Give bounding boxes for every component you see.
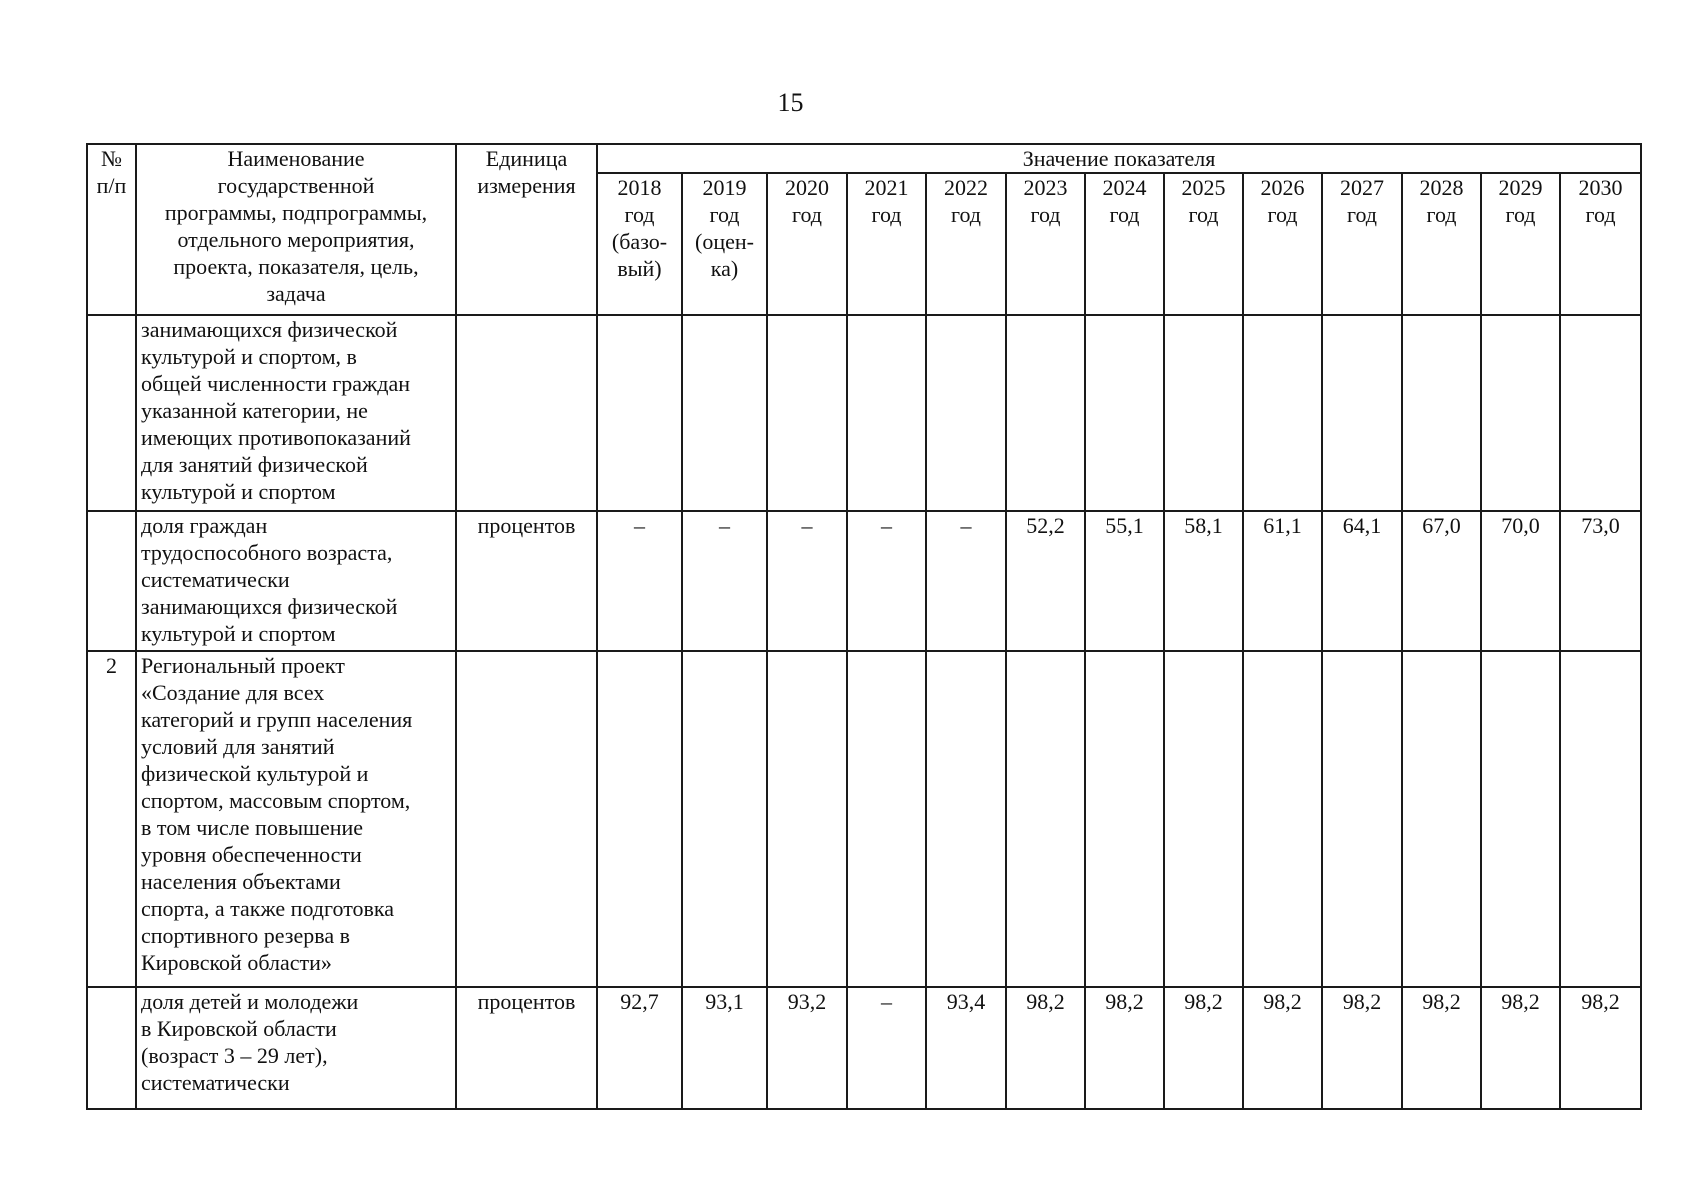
indicator-name: доля детей и молодежи в Кировской области (возраст 3 – 29 лет), систематически	[136, 987, 456, 1109]
year-header: 2026 год	[1243, 173, 1322, 315]
value-cell	[1164, 651, 1243, 987]
value-cell: 64,1	[1322, 511, 1402, 651]
year-header: 2024 год	[1085, 173, 1164, 315]
value-cell: 98,2	[1481, 987, 1560, 1109]
table-row	[87, 651, 1641, 987]
value-cell: 98,2	[1006, 987, 1085, 1109]
row-number: 2	[87, 651, 136, 987]
row-number	[87, 987, 136, 1109]
value-cell	[847, 651, 926, 987]
unit-cell	[456, 651, 597, 987]
value-cell	[1402, 651, 1481, 987]
unit-cell: процентов	[456, 987, 597, 1109]
unit-cell: процентов	[456, 511, 597, 651]
value-cell: 92,7	[597, 987, 682, 1109]
value-cell	[682, 315, 767, 511]
value-cell: 52,2	[1006, 511, 1085, 651]
row-number	[87, 315, 136, 511]
value-cell	[1243, 651, 1322, 987]
table-row	[87, 987, 1641, 1109]
value-cell	[1560, 651, 1641, 987]
value-cell: 70,0	[1481, 511, 1560, 651]
year-header: 2027 год	[1322, 173, 1402, 315]
header-row-top	[87, 144, 1641, 173]
value-cell	[926, 651, 1006, 987]
value-cell: 98,2	[1402, 987, 1481, 1109]
value-cell: –	[847, 511, 926, 651]
value-cell: 93,1	[682, 987, 767, 1109]
table-row	[87, 511, 1641, 651]
year-header: 2018 год (базо- вый)	[597, 173, 682, 315]
name-header: Наименование государственной программы, подпрограммы, отдельного мероприятия, проекта, показателя, цель, задача	[136, 144, 456, 315]
year-header: 2030 год	[1560, 173, 1641, 315]
year-header: 2020 год	[767, 173, 847, 315]
values-header: Значение показателя	[597, 144, 1641, 173]
value-cell: –	[926, 511, 1006, 651]
year-header: 2019 год (оцен- ка)	[682, 173, 767, 315]
year-header: 2028 год	[1402, 173, 1481, 315]
value-cell	[767, 651, 847, 987]
table-body	[87, 315, 1641, 1109]
value-cell	[1164, 315, 1243, 511]
value-cell: 61,1	[1243, 511, 1322, 651]
value-cell: 93,2	[767, 987, 847, 1109]
page-number: 15	[777, 88, 804, 117]
unit-header: Единица измерения	[456, 144, 597, 315]
value-cell	[1322, 315, 1402, 511]
value-cell	[597, 651, 682, 987]
value-cell: 98,2	[1243, 987, 1322, 1109]
value-cell: –	[767, 511, 847, 651]
value-cell	[1085, 651, 1164, 987]
value-cell: 73,0	[1560, 511, 1641, 651]
value-cell: 98,2	[1164, 987, 1243, 1109]
value-cell	[847, 315, 926, 511]
value-cell	[1402, 315, 1481, 511]
num-header: № п/п	[87, 144, 136, 315]
value-cell: 98,2	[1322, 987, 1402, 1109]
value-cell	[1481, 651, 1560, 987]
table-row	[87, 315, 1641, 511]
year-header: 2029 год	[1481, 173, 1560, 315]
value-cell: –	[847, 987, 926, 1109]
value-cell: 55,1	[1085, 511, 1164, 651]
value-cell	[1006, 315, 1085, 511]
value-cell	[1006, 651, 1085, 987]
indicators-table	[86, 143, 1642, 1110]
value-cell	[1322, 651, 1402, 987]
indicator-name: Региональный проект «Создание для всех категорий и групп населения условий для занятий физической культурой и спортом, массовым спортом, в том числе повышение уровня обеспеченности населения объектами спорта, а также подготовка спортивного резерва в Кировской области»	[136, 651, 456, 987]
value-cell: 58,1	[1164, 511, 1243, 651]
row-number	[87, 511, 136, 651]
value-cell: 67,0	[1402, 511, 1481, 651]
value-cell: –	[682, 511, 767, 651]
value-cell: 98,2	[1085, 987, 1164, 1109]
value-cell	[1243, 315, 1322, 511]
value-cell	[597, 315, 682, 511]
year-header: 2022 год	[926, 173, 1006, 315]
value-cell: 93,4	[926, 987, 1006, 1109]
indicator-name: занимающихся физической культурой и спортом, в общей численности граждан указанной категории, не имеющих противопоказаний для занятий физической культурой и спортом	[136, 315, 456, 511]
year-header: 2025 год	[1164, 173, 1243, 315]
value-cell	[1560, 315, 1641, 511]
year-header: 2023 год	[1006, 173, 1085, 315]
value-cell	[767, 315, 847, 511]
value-cell	[1085, 315, 1164, 511]
value-cell: 98,2	[1560, 987, 1641, 1109]
value-cell	[926, 315, 1006, 511]
year-header: 2021 год	[847, 173, 926, 315]
unit-cell	[456, 315, 597, 511]
value-cell: –	[597, 511, 682, 651]
indicator-name: доля граждан трудоспособного возраста, систематически занимающихся физической культурой и спортом	[136, 511, 456, 651]
value-cell	[682, 651, 767, 987]
value-cell	[1481, 315, 1560, 511]
